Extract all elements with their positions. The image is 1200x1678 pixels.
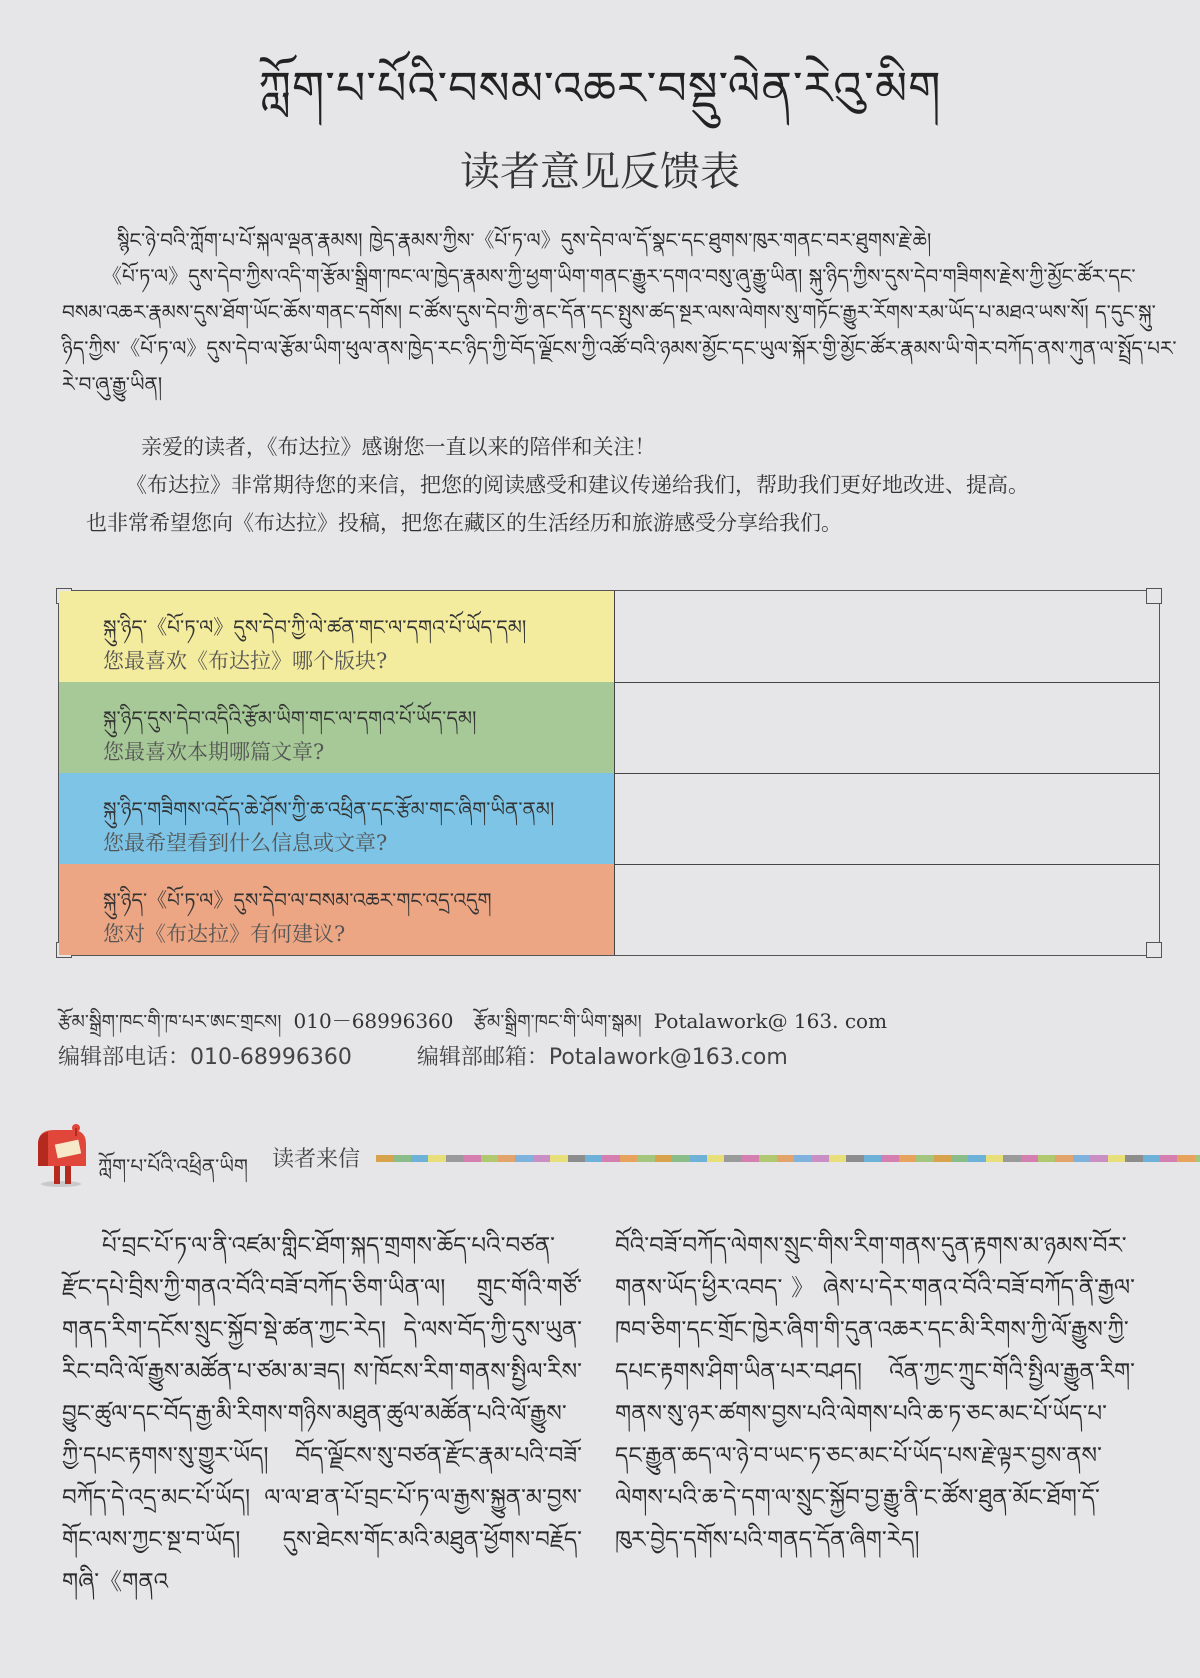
letter-body-right — [615, 1225, 1135, 1561]
survey-table — [58, 590, 1160, 956]
stripe-segment — [846, 1155, 863, 1162]
contact-chinese-line — [58, 1040, 1158, 1071]
stripe-segment — [568, 1155, 585, 1162]
mailbox-icon — [32, 1122, 90, 1188]
question-tibetan: སྐུ་ཉིད་《པོ་ཏ་ལ》དུས་དེབ་ཀྱི་ལེ་ཚན་གང་ལ་དགའ་པོ་ཡོད་དམ། — [103, 615, 527, 639]
stripe-segment — [481, 1155, 498, 1162]
stripe-segment — [1195, 1155, 1200, 1162]
letter-text-left: པོ་བྲང་པོ་ཏ་ལ་ནི་འཛམ་གླིང་ཐོག་སྐད་གྲགས་ཆོད་པའི་བཙན་རྫོང་དཔེ་བྲིས་ཀྱི་གནའ་བོའི་བཟོ་བཀོད་ཅིག་ཡིན་ལ། གྲུང་གོའི་གཙོ་གནད་རིག་དངོས་སྲུང་སྐྱོབ་སྡེ་ཚན་ཀྱང་རེད། དེ་ལས་བོད་ཀྱི་དུས་ཡུན་རིང་བའི་ལོ་རྒྱུས་མཚོན་པ་ཙམ་མ་ཟད། ས་ཁོངས་རིག་གནས་སྤྱིལ་རིས་བྱུང་ཚུལ་དང་བོད་རྒྱ་མི་རིགས་གཉིས་མཐུན་ཚུལ་མཚོན་པའི་ལོ་རྒྱུས་ཀྱི་དཔང་རྟགས་སུ་གྱུར་ཡོད། བོད་ལྗོངས་སུ་བཙན་རྫོང་རྣམ་པའི་བཟོ་བཀོད་དེ་འདྲ་མང་པོ་ཡོད། ལ་ལ་ཐ་ན་པོ་བྲང་པོ་ཏ་ལ་རྒྱས་སྐྱུན་མ་བྱས་གོང་ལས་ཀྱང་སྔ་བ་ཡོད། དུས་ཐེངས་གོང་མའི་མཐུན་ཕྱོགས་བརྗོད་གཞི་《གནའ — [62, 1233, 582, 1595]
title-chinese: 读者意见反馈表 — [460, 149, 740, 195]
stripe-segment — [1055, 1155, 1072, 1162]
question-chinese: 您最希望看到什么信息或文章? — [103, 831, 388, 855]
stripe-segment — [1073, 1155, 1090, 1162]
stripe-segment — [533, 1155, 550, 1162]
contact-info — [58, 1000, 1158, 1071]
phone-label-tibetan: རྩོམ་སྒྲིག་ཁང་གི་ཁ་པར་ཨང་གྲངས། — [58, 1011, 282, 1033]
color-stripe — [376, 1155, 1200, 1162]
phone-number: 010－68996360 — [293, 1009, 454, 1033]
intro-chinese-line-2: 《布达拉》非常期待您的来信，把您的阅读感受和建议传递给我们，帮助我们更好地改进、提高。 — [126, 473, 1029, 497]
stripe-segment — [690, 1155, 707, 1162]
letter-text-right: བོའི་བཟོ་བཀོད་ལེགས་སྲུང་གིས་རིག་གནས་དུན་རྟགས་མ་ཉམས་བོར་གནས་ཡོད་ཕྱིར་འབད་》ཞེས་པ་དེར་གནའ་བོའི་བཟོ་བཀོད་ནི་རྒྱལ་ཁབ་ཅིག་དང་གྲོང་ཁྱེར་ཞིག་གི་དུན་འཆར་དང་མི་རིགས་ཀྱི་ལོ་རྒྱུས་ཀྱི་དཔང་རྟགས་ཤིག་ཡིན་པར་བཤད། འོན་ཀྱང་ཀྲུང་གོའི་སྤྱིལ་རྒྱུན་རིག་གནས་སུ་ཉར་ཚགས་བྱས་པའི་ལེགས་པའི་ཆ་ཏ་ཅང་མང་པོ་ཡོད་པ་དང་རྒྱུན་ཆད་ལ་ཉེ་བ་ཡང་ཏ་ཅང་མང་པོ་ཡོད་པས་རྗེ་ལྟར་བྱས་ནས་ལེགས་པའི་ཆ་དེ་དག་ལ་སྲུང་སྐྱོབ་བྱ་རྒྱུ་ནི་ང་ཚོས་ཐུན་མོང་ཐོག་དོ་ཁུར་བྱེད་དགོས་པའི་གནད་དོན་ཞིག་རེད། — [615, 1233, 1135, 1553]
intro-chinese-line-1: 亲爱的读者，《布达拉》感谢您一直以来的陪伴和关注！ — [141, 435, 656, 459]
stripe-segment — [655, 1155, 672, 1162]
stripe-segment — [1125, 1155, 1142, 1162]
letter-body-left — [62, 1225, 582, 1603]
title-tibetan: ཀློག་པ་པོའི་བསམ་འཆར་བསྡུ་ལེན་རེའུ་མིག — [258, 61, 942, 115]
survey-row — [59, 591, 1159, 683]
stripe-segment — [986, 1155, 1003, 1162]
stripe-segment — [446, 1155, 463, 1162]
survey-row — [59, 682, 1159, 774]
stripe-segment — [707, 1155, 724, 1162]
stripe-segment — [672, 1155, 689, 1162]
stripe-segment — [1108, 1155, 1125, 1162]
question-tibetan: སྐུ་ཉིད་གཟིགས་འདོད་ཆེ་ཤོས་ཀྱི་ཆ་འཕྲིན་དང་རྩོམ་གང་ཞིག་ཡིན་ནམ། — [103, 797, 555, 821]
stripe-segment — [515, 1155, 532, 1162]
stripe-segment — [777, 1155, 794, 1162]
stripe-segment — [916, 1155, 933, 1162]
stripe-segment — [602, 1155, 619, 1162]
survey-question — [59, 864, 615, 955]
stripe-segment — [1038, 1155, 1055, 1162]
stripe-segment — [864, 1155, 881, 1162]
stripe-segment — [829, 1155, 846, 1162]
stripe-segment — [1160, 1155, 1177, 1162]
email-label-tibetan: རྩོམ་སྒྲིག་ཁང་གི་ཡིག་སྒམ། — [473, 1011, 642, 1033]
stripe-segment — [620, 1155, 637, 1162]
stripe-segment — [1090, 1155, 1107, 1162]
email-chinese[interactable]: 编辑部邮箱：Potalawork@163.com — [416, 1045, 788, 1070]
stripe-segment — [759, 1155, 776, 1162]
stripe-segment — [881, 1155, 898, 1162]
question-tibetan: སྐུ་ཉིད་《པོ་ཏ་ལ》དུས་དེབ་ལ་བསམ་འཆར་གང་འདྲ་འདུག — [103, 888, 492, 912]
stripe-segment — [498, 1155, 515, 1162]
stripe-segment — [724, 1155, 741, 1162]
stripe-segment — [376, 1155, 393, 1162]
question-chinese: 您对《布达拉》有何建议? — [103, 922, 346, 946]
letters-title-tibetan: ཀློག་པ་པོའི་འཕྲིན་ཡིག — [98, 1154, 248, 1178]
stripe-segment — [812, 1155, 829, 1162]
survey-question — [59, 773, 615, 864]
stripe-segment — [1003, 1155, 1020, 1162]
stripe-segment — [550, 1155, 567, 1162]
intro-tibetan — [62, 222, 1180, 402]
email-address[interactable]: Potalawork@ 163. com — [653, 1009, 888, 1033]
phone-chinese: 编辑部电话：010-68996360 — [58, 1045, 352, 1070]
stripe-segment — [1021, 1155, 1038, 1162]
intro-tibetan-para-2: 《པོ་ཏ་ལ》དུས་དེབ་ཀྱིས་འདི་ག་རྩོམ་སྒྲིག་ཁང་ལ་ཁྱེད་རྣམས་ཀྱི་ཕྱག་ཡིག་གནང་རྒྱུར་དགའ་བསུ་ཞུ་རྒྱུ་ཡིན། སྐུ་ཉིད་ཀྱིས་དུས་དེབ་གཟིགས་རྗེས་ཀྱི་མྱོང་ཚོར་དང་བསམ་འཆར་རྣམས་དུས་ཐོག་ཡོང་ཆོས་གནང་དགོས། ང་ཚོས་དུས་དེབ་ཀྱི་ནང་དོན་དང་སྤུས་ཚད་སྔར་ལས་ལེགས་སུ་གཏོང་རྒྱུར་རོགས་རམ་ཡོད་པ་མཐའ་ཡས་སོ། ད་དུང་སྐུ་ཉིད་ཀྱིས་《པོ་ཏ་ལ》དུས་དེབ་ལ་རྩོམ་ཡིག་ཕུལ་ནས་ཁྱེད་རང་ཉིད་ཀྱི་བོད་ལྗོངས་ཀྱི་འཚོ་བའི་ཉམས་མྱོང་དང་ཡུལ་སྐོར་གྱི་མྱོང་ཚོར་རྣམས་ཡི་གེར་བཀོད་ནས་ཀུན་ལ་སྤྲོད་པར་རེ་བ་ཞུ་རྒྱུ་ཡིན། — [62, 264, 1177, 396]
survey-question — [59, 682, 615, 773]
survey-question — [59, 591, 615, 682]
stripe-segment — [968, 1155, 985, 1162]
survey-row — [59, 773, 1159, 865]
stripe-segment — [411, 1155, 428, 1162]
intro-chinese-line-3: 也非常希望您向《布达拉》投稿，把您在藏区的生活经历和旅游感受分享给我们。 — [86, 511, 842, 535]
letters-title-chinese: 读者来信 — [272, 1147, 361, 1172]
survey-row — [59, 864, 1159, 955]
answer-field[interactable] — [615, 591, 1159, 682]
stripe-segment — [393, 1155, 410, 1162]
answer-field[interactable] — [615, 682, 1159, 773]
letters-header — [32, 1120, 1182, 1190]
stripe-segment — [1143, 1155, 1160, 1162]
question-tibetan: སྐུ་ཉིད་དུས་དེབ་འདིའི་རྩོམ་ཡིག་གང་ལ་དགའ་པོ་ཡོད་དམ། — [103, 706, 477, 730]
stripe-segment — [899, 1155, 916, 1162]
stripe-segment — [934, 1155, 951, 1162]
stripe-segment — [1177, 1155, 1194, 1162]
stripe-segment — [428, 1155, 445, 1162]
question-chinese: 您最喜欢本期哪篇文章? — [103, 740, 325, 764]
question-chinese: 您最喜欢《布达拉》哪个版块? — [103, 649, 388, 673]
intro-tibetan-para-1: སྙིང་ཉེ་བའི་ཀློག་པ་པོ་སྐལ་ལྡན་རྣམས། ཁྱེད་རྣམས་ཀྱིས་《པོ་ཏ་ལ》དུས་དེབ་ལ་དོ་སྣང་དང་ཐུགས་ཁུར་གནང་བར་ཐུགས་རྗེ་ཆེ། — [117, 228, 932, 252]
stripe-segment — [951, 1155, 968, 1162]
answer-field[interactable] — [615, 864, 1159, 955]
intro-chinese — [86, 428, 1186, 542]
stripe-segment — [742, 1155, 759, 1162]
stripe-segment — [585, 1155, 602, 1162]
stripe-segment — [463, 1155, 480, 1162]
answer-field[interactable] — [615, 773, 1159, 864]
contact-tibetan-line — [58, 1000, 1158, 1040]
stripe-segment — [637, 1155, 654, 1162]
stripe-segment — [794, 1155, 811, 1162]
